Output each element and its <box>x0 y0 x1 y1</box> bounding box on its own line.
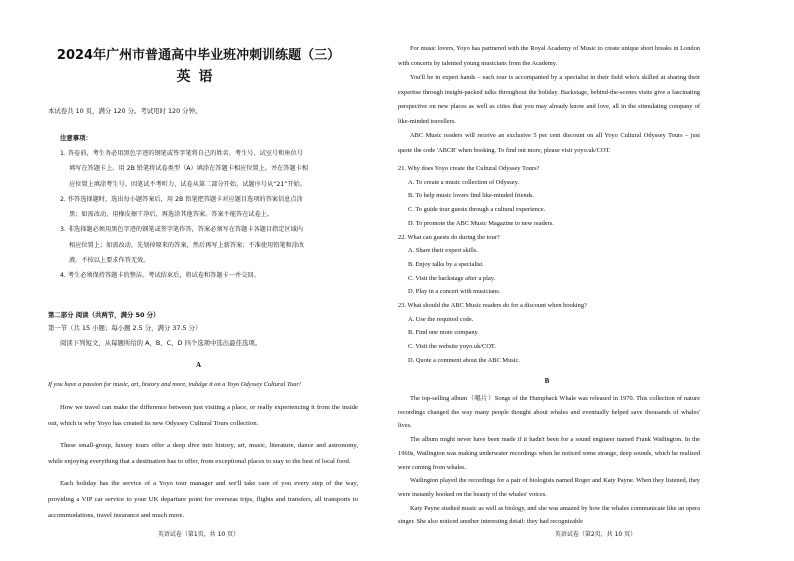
note-line: 4. 考生必须保持答题卡的整洁。考试结束后，将试卷和答题卡一并交回。 <box>60 272 260 280</box>
section-instruction: 阅读下列短文，从每题所给的 A、B、C、D 四个选项中选出最佳选项。 <box>60 339 262 347</box>
notes-list <box>60 146 366 284</box>
part-heading: 第二部分 阅读（共两节，满分 50 分） <box>48 311 160 319</box>
note-line: 填写在答题卡上。用 2B 铅笔将试卷类型（A）填涂在答题卡相应位置上。并在答题卡相 <box>69 165 309 173</box>
question-option: B. Enjoy talks by a specialist. <box>408 260 484 268</box>
exam-intro: 本试卷共 10 页，满分 120 分。考试用时 120 分钟。 <box>48 107 202 115</box>
question-stem: 22. What can guests do during the tour? <box>398 233 500 241</box>
note-line: 3. 非选择题必须用黑色字迹的钢笔或签字笔作答，答案必须写在答题卡各题目指定区域内 <box>60 226 303 234</box>
paragraph: Watlington played the recordings for a pair of biologists named Roger and Katy Payne. When they listened, they were instantly hooked on the beauty of the whales' voices. <box>398 477 700 498</box>
question-option: B. Find one more company. <box>408 329 479 337</box>
paragraph: Each holiday has the service of a Yoyo tour manager and we'll take care of you every step of the way, providing a VIP car service to your UK departure point for overseas trips, flights and transfers, all transports to accommodations, travel insurance and much more. <box>48 480 358 519</box>
exam-title: 2024年广州市普通高中毕业班冲刺训练题（三） <box>56 48 341 63</box>
question-option: C. Visit the backstage after a play. <box>408 274 496 282</box>
note-line: 黑；如需改动，用橡皮擦干净后，再选涂其他答案。答案不能答在试卷上。 <box>69 211 274 219</box>
question-option: A. Share their expert skills. <box>408 247 478 255</box>
page-footer: 英语试卷（第1页，共 10 页） <box>157 531 240 538</box>
notes-heading: 注意事项： <box>60 134 92 142</box>
section-heading: 第一节（共 15 小题；每小题 2.5 分，满分 37.5 分） <box>48 324 202 332</box>
paragraph: The album might never have been made if it hadn't been for a sound engineer named Frank Watlington. In the 1960s, Watlington was making underwater recordings when he noticed some strange, deep sounds, which he realized were coming from whales. <box>398 436 700 471</box>
paragraph: How we travel can make the difference between just visiting a place, or really experiencing it from the inside out, which is why Yoyo has created its new Odyssey Cultural Tours collection. <box>48 404 358 427</box>
paragraph: For music lovers, Yoyo has partnered with the Royal Academy of Music to create unique short breaks in London with concerts by talented young musicians from the Academy. <box>398 45 700 67</box>
question-stem: 21. Why does Yoyo create the Cultural Odyssey Tours? <box>398 165 540 172</box>
note-line: 液。不按以上要求作答无效。 <box>69 257 150 265</box>
passage-a-subtitle: If you have a passion for music, art, history and more, indulge it on a Yoyo Odyssey Cultural Tour! <box>48 381 301 388</box>
question-option: D. To promote the ABC Music Magazine to new readers. <box>408 219 554 227</box>
note-line: 2. 作答选择题时，选出每小题答案后，用 2B 铅笔把答题卡对应题目选项的答案信息点涂 <box>60 195 303 203</box>
passage-a-continued <box>398 42 700 158</box>
question-list <box>398 162 698 368</box>
paragraph: These small-group, luxury tours offer a deep dive into history, art, music, literature, dance and astronomy, while enjoying everything that a destination has to offer, from exceptional places to stay to the best of local food. <box>48 442 358 465</box>
paragraph: You'll be in expert hands – each tour is accompanied by a specialist in their field who's skilled at sharing their expertise through insight-packed talks throughout the holiday. Backstage, behind-the-scenes visits give a fascinating perspective on new places as well as cities that you may already know and love, all in the stimulating company of like-minded travellers. <box>398 74 700 125</box>
subject-title: 英语 <box>176 69 221 85</box>
page-footer: 英语试卷（第2页，共 10 页） <box>554 531 637 538</box>
question-option: A. To create a music collection of Odyssey. <box>408 178 519 186</box>
question-option: C. To guide tour guests through a cultural experience. <box>408 206 546 214</box>
note-line: 1. 答卷前，考生务必用黑色字迹的钢笔或签字笔将自己的姓名、考生号、试室号和座位号 <box>60 150 303 157</box>
passage-b-label: B <box>544 377 550 385</box>
passage-a-body <box>48 400 358 530</box>
question-option: D. Play in a concert with musicians. <box>408 288 501 296</box>
note-line: 相应位置上；如需改动，先划掉原来的答案，然后再写上新答案；不准使用铅笔和涂改 <box>69 241 305 249</box>
paragraph: ABC Music readers will receive an exclusive 5 per cent discount on all Yoyo Cultural Odyssey Tours – just quote the code 'ABCR' when booking. To find out more, please visit yoyo.uk/COT. <box>398 132 700 154</box>
question-option: C. Visit the website yoyo.uk/COT. <box>408 343 496 351</box>
passage-a-label: A <box>195 361 202 369</box>
note-line: 应位置上填涂考生号。因笔试不考听力，试卷从第二部分开始，试题序号从“21”开始。 <box>69 180 307 188</box>
question-option: A. Use the required code. <box>408 315 474 323</box>
passage-b-body <box>398 392 700 529</box>
question-option: D. Quote a comment about the ABC Music. <box>408 356 520 364</box>
paragraph: Katy Payne studied music as well as biology, and she was amazed by how the whales communicate like an opera singer. She also noticed another interesting detail: they had recognizable <box>398 504 700 526</box>
question-stem: 23. What should the ABC Music readers do for a discount when booking? <box>398 302 587 310</box>
question-option: B. To help music lovers find like-minded friends. <box>408 192 534 200</box>
paragraph: The top-selling album（唱片）Songs of the Humpback Whale was released in 1970. This collection of nature recordings changed the way many people thought about whales and eventually helped save thousands of whales' lives. <box>398 395 700 430</box>
